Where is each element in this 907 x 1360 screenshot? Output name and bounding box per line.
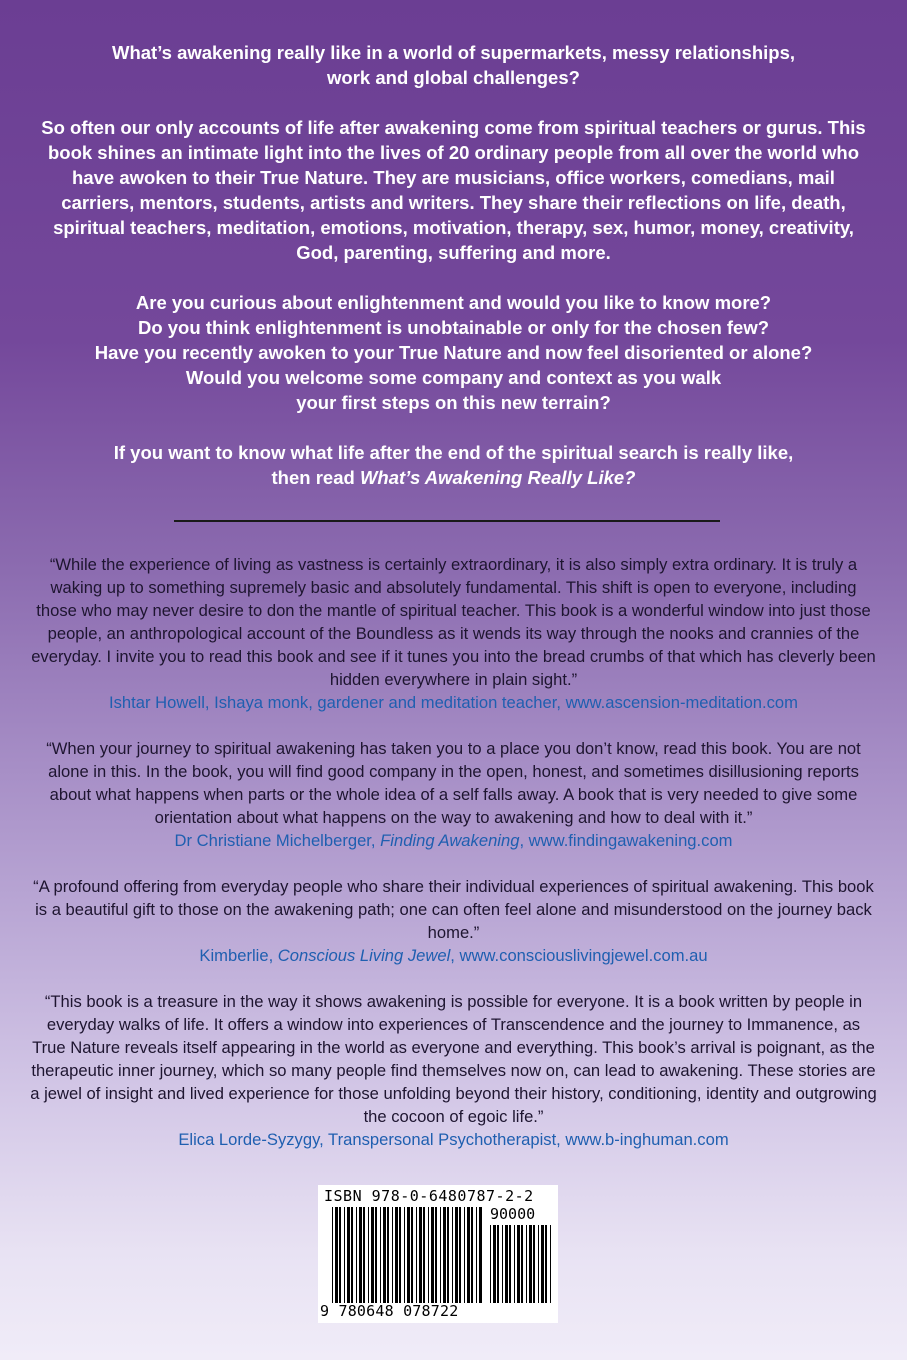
barcode-bar — [347, 1207, 350, 1303]
barcode-bar — [443, 1207, 446, 1303]
barcode-bar — [428, 1207, 429, 1303]
barcode-bar — [411, 1207, 413, 1303]
review — [30, 875, 877, 967]
barcode-bar — [459, 1207, 461, 1303]
barcode-bar — [440, 1207, 441, 1303]
reviews-section — [30, 553, 877, 1174]
question-3: Have you recently awoken to your True Nature and now feel disoriented or alone? — [94, 342, 813, 363]
barcode-bar — [471, 1207, 473, 1303]
review — [30, 990, 877, 1151]
barcode-bar — [526, 1225, 527, 1303]
isbn-barcode — [318, 1185, 558, 1323]
barcode-bar — [332, 1207, 333, 1303]
barcode-bar — [375, 1207, 377, 1303]
barcode-bar — [455, 1207, 458, 1303]
barcode-bar — [435, 1207, 437, 1303]
barcode-bar — [416, 1207, 417, 1303]
barcode-bar — [395, 1207, 398, 1303]
price-code: 90000 — [490, 1205, 536, 1223]
barcode-bar — [380, 1207, 381, 1303]
barcode-bar — [339, 1207, 341, 1303]
barcode-bar — [399, 1207, 401, 1303]
blurb-questions — [40, 290, 867, 415]
ean-bars — [332, 1207, 482, 1303]
review-quote: “This book is a treasure in the way it shows awakening is possible for everyone. It is a book written by people in everyday walks of life. It offers a window into experiences of Transcendence and the journey to Immanence, as True Nature reveals itself appearing in the world as everyone and everything. This book’s arrival is poignant, as the therapeutic inner journey, which so many people find themselves now on, can lead to awakening. These stories are a jewel of insight and lived experience for those unfolding beyond their history, conditioning, identity and outgrowing the cocoon of egoic life.” — [30, 992, 877, 1126]
barcode-bar — [431, 1207, 434, 1303]
review-attribution: Ishtar Howell, Ishaya monk, gardener and meditation teacher, www.ascension-meditation.com — [109, 693, 798, 712]
barcode-bar — [467, 1207, 470, 1303]
blurb-description: So often our only accounts of life after awakening come from spiritual teachers or gurus. This book shines an intimate light into the lives of 20 ordinary people from all over the world who have awoken to their True Nature. They are musicians, office workers, comedians, mail carriers, mentors, students, artists and writers. They share their reflections on life, death, spiritual teachers, meditation, emotions, motivation, therapy, sex, humor, money, creativity, God, parenting, suffering and more. — [41, 117, 866, 263]
barcode-bar — [344, 1207, 345, 1303]
barcode-bar — [363, 1207, 365, 1303]
review — [30, 553, 877, 714]
barcode-bar — [419, 1207, 422, 1303]
barcode-bar — [452, 1207, 453, 1303]
barcode-bar — [476, 1207, 477, 1303]
barcode-bar — [359, 1207, 362, 1303]
barcode-bar — [514, 1225, 515, 1303]
review — [30, 737, 877, 852]
barcode-bar — [509, 1225, 511, 1303]
review-quote: “A profound offering from everyday people who share their individual experiences of spiritual awakening. This book is a beautiful gift to those on the awakening path; one can often feel alone and misunderstood on the journey back home.” — [33, 877, 874, 942]
isbn-number: ISBN 978-0-6480787-2-2 — [324, 1187, 534, 1205]
barcode-bar — [479, 1207, 482, 1303]
barcode-bar — [502, 1225, 503, 1303]
back-cover-blurb — [40, 40, 867, 515]
barcode-bar — [335, 1207, 338, 1303]
barcode-bar — [387, 1207, 389, 1303]
barcode-bar — [351, 1207, 353, 1303]
divider-line — [174, 520, 720, 522]
question-2: Do you think enlightenment is unobtainable or only for the chosen few? — [137, 317, 770, 338]
barcode-bar — [517, 1225, 520, 1303]
review-attribution: Dr Christiane Michelberger, Finding Awakening, www.findingawakening.com — [174, 831, 733, 850]
barcode-bar — [533, 1225, 535, 1303]
review-quote: “When your journey to spiritual awakening has taken you to a place you don’t know, read this book. You are not alone in this. In the book, you will find good company in the open, honest, and sometimes disillusioning reports about what happens when parts or the whole idea of a self falls away. A book that is very needed to give some orientation about what happens on the way to awakening and how to deal with it.” — [46, 739, 861, 827]
blurb-intro: What’s awakening really like in a world of supermarkets, messy relationships, work and global challenges? — [111, 42, 796, 88]
barcode-bar — [493, 1225, 496, 1303]
review-quote: “While the experience of living as vastness is certainly extraordinary, it is also simply extra ordinary. It is truly a waking up to something supremely basic and absolutely fundamental. This shift is open to everyone, including those who may never desire to don the mantle of spiritual teacher. This book is a wonderful window into just those people, an anthropological account of the Boundless as it wends its way through the nooks and crannies of the everyday. I invite you to read this book and see if it tunes you into the bread crumbs of that which has cleverly been hidden everywhere in plain sight.” — [31, 555, 876, 689]
barcode-bar — [447, 1207, 449, 1303]
barcode-bar — [356, 1207, 357, 1303]
review-attribution: Kimberlie, Conscious Living Jewel, www.consciouslivingjewel.com.au — [199, 946, 708, 965]
barcode-bar — [505, 1225, 508, 1303]
review-attribution: Elica Lorde-Syzygy, Transpersonal Psychotherapist, www.b-inghuman.com — [178, 1130, 729, 1149]
book-title: What’s Awakening Really Like? — [359, 467, 636, 488]
blurb-call-to-action: If you want to know what life after the end of the spiritual search is really like, then read What’s Awakening Really Like? — [113, 442, 794, 488]
barcode-bar — [538, 1225, 539, 1303]
addon-bars — [490, 1225, 554, 1303]
question-5: your first steps on this new terrain? — [296, 392, 611, 413]
question-1: Are you curious about enlightenment and would you like to know more? — [135, 292, 772, 313]
barcode-bar — [490, 1225, 491, 1303]
barcode-bar — [464, 1207, 465, 1303]
barcode-bar — [541, 1225, 544, 1303]
barcode-bar — [497, 1225, 499, 1303]
barcode-bar — [383, 1207, 386, 1303]
barcode-bar — [392, 1207, 393, 1303]
barcode-bar — [545, 1225, 547, 1303]
barcode-bar — [550, 1225, 551, 1303]
barcode-bar — [529, 1225, 532, 1303]
barcode-bar — [423, 1207, 425, 1303]
ean-number: 9 780648 078722 — [320, 1302, 459, 1320]
barcode-bar — [404, 1207, 405, 1303]
barcode-bar — [368, 1207, 369, 1303]
barcode-bar — [521, 1225, 523, 1303]
question-4: Would you welcome some company and context as you walk — [185, 367, 722, 388]
barcode-bar — [371, 1207, 374, 1303]
barcode-bar — [407, 1207, 410, 1303]
